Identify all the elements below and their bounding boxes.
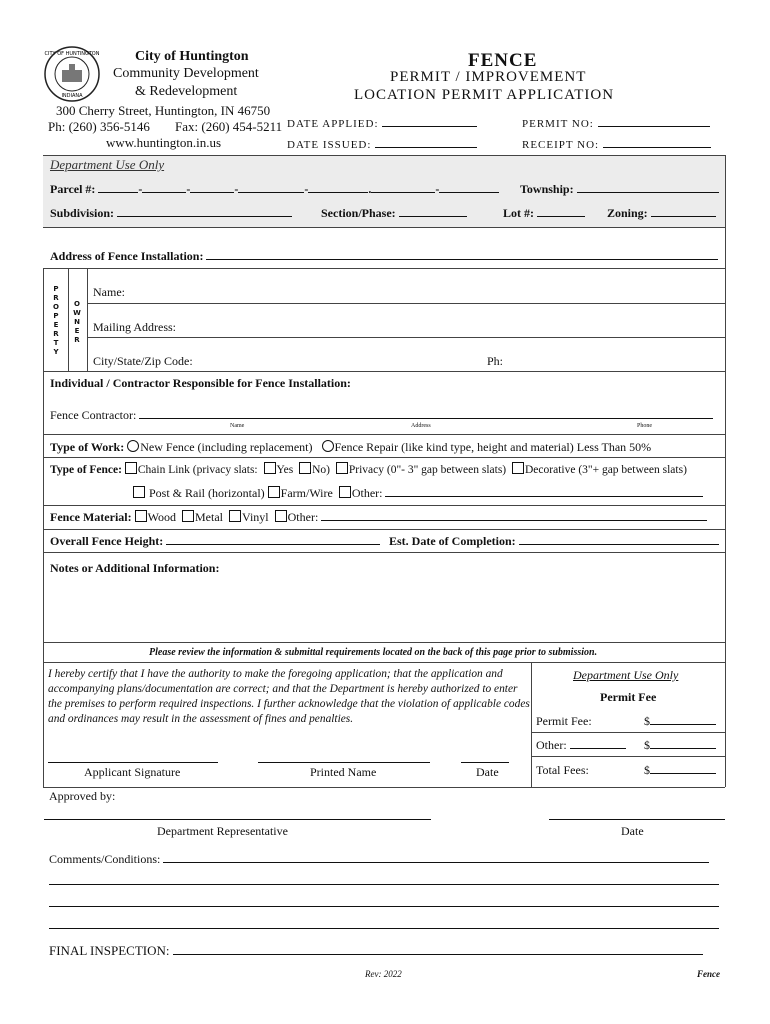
fees-dept-heading: Department Use Only bbox=[573, 668, 679, 682]
type-of-fence-label: Type of Fence: bbox=[50, 464, 122, 476]
org-fax: Fax: (260) 454-5211 bbox=[175, 119, 283, 134]
material-row: Fence Material: Wood Metal Vinyl Other: bbox=[50, 510, 707, 525]
org-address: 300 Cherry Street, Huntington, IN 46750 bbox=[56, 103, 271, 118]
org-phone: Ph: (260) 356-5146 bbox=[48, 119, 150, 134]
slats-no-checkbox[interactable] bbox=[299, 462, 311, 474]
contractor-field[interactable]: Fence Contractor: bbox=[50, 408, 713, 423]
footer-rev: Rev: 2022 bbox=[365, 969, 402, 979]
contractor-sub-phone: Phone bbox=[637, 423, 652, 429]
approved-by-label: Approved by: bbox=[49, 789, 116, 803]
seal-text-top: CITY OF HUNTINGTON bbox=[44, 51, 100, 57]
type-of-work-label: Type of Work: bbox=[50, 440, 125, 454]
fence-type-other-checkbox[interactable] bbox=[339, 486, 351, 498]
material-other-checkbox[interactable] bbox=[275, 510, 287, 522]
material-other-input[interactable] bbox=[321, 510, 707, 521]
lot-field[interactable]: Lot #: bbox=[503, 206, 585, 221]
date-issued-field[interactable]: DATE ISSUED: bbox=[287, 137, 477, 151]
total-fee-input[interactable]: $ bbox=[644, 763, 716, 778]
owner-mailing-field[interactable]: Mailing Address: bbox=[93, 320, 176, 334]
contractor-sub-name: Name bbox=[230, 423, 245, 429]
property-vertical-label: P R O P E R T Y bbox=[53, 285, 59, 356]
parcel-field[interactable]: Parcel #: - - - - . - bbox=[50, 182, 499, 197]
comments-line-4[interactable] bbox=[49, 928, 719, 929]
material-label: Fence Material: bbox=[50, 510, 132, 524]
privacy-checkbox[interactable] bbox=[336, 462, 348, 474]
owner-name-field[interactable]: Name: bbox=[93, 285, 125, 299]
date-applied-field[interactable]: DATE APPLIED: bbox=[287, 116, 477, 130]
section-phase-field[interactable]: Section/Phase: bbox=[321, 206, 467, 221]
farm-wire-checkbox[interactable] bbox=[268, 486, 280, 498]
new-fence-radio[interactable] bbox=[127, 440, 139, 452]
receipt-no-field[interactable]: RECEIPT NO: bbox=[522, 137, 711, 151]
comments-line-2[interactable] bbox=[49, 884, 719, 885]
form-subtitle2: LOCATION PERMIT APPLICATION bbox=[354, 87, 615, 103]
notes-area[interactable] bbox=[44, 576, 724, 642]
permit-fee-title: Permit Fee bbox=[600, 690, 657, 704]
owner-csz-field[interactable]: City/State/Zip Code: bbox=[93, 354, 193, 368]
dept-use-heading: Department Use Only bbox=[50, 157, 165, 172]
vinyl-checkbox[interactable] bbox=[229, 510, 241, 522]
chain-link-checkbox[interactable] bbox=[125, 462, 137, 474]
printed-name-line[interactable] bbox=[258, 762, 430, 763]
dept-rep-line[interactable] bbox=[44, 819, 431, 820]
certify-text: I hereby certify that I have the authority to make the foregoing application; that the application and accompanying plans/documentation are correct; and that the Department is hereby authorized to enter the premises to perform required inspections. I further acknowledge that the violation of applicable codes and ordinances may result in the assessment of fines and penalties. bbox=[48, 668, 530, 725]
city-seal bbox=[44, 46, 100, 102]
fence-repair-radio[interactable] bbox=[322, 440, 334, 452]
owner-vertical-label: O W N E R bbox=[73, 300, 81, 344]
height-field[interactable]: Overall Fence Height: bbox=[50, 534, 380, 549]
comments-field[interactable]: Comments/Conditions: bbox=[49, 852, 709, 867]
zoning-field[interactable]: Zoning: bbox=[607, 206, 716, 221]
total-fee-label: Total Fees: bbox=[536, 763, 589, 777]
township-field[interactable]: Township: bbox=[520, 182, 719, 197]
wood-checkbox[interactable] bbox=[135, 510, 147, 522]
dept-rep-label: Department Representative bbox=[157, 824, 288, 838]
review-note: Please review the information & submittal requirements located on the back of this page prior to submission. bbox=[149, 647, 598, 658]
approval-date-label: Date bbox=[621, 824, 644, 838]
applicant-signature-label: Applicant Signature bbox=[84, 765, 181, 779]
address-field[interactable]: Address of Fence Installation: bbox=[50, 249, 718, 264]
fence-type-other-input[interactable] bbox=[385, 486, 703, 497]
type-of-fence-row2: Post & Rail (horizontal) Farm/Wire Other: bbox=[133, 486, 703, 501]
dept-line1: Community Development bbox=[113, 66, 259, 81]
applicant-signature-line[interactable] bbox=[48, 762, 218, 763]
org-website[interactable]: www.huntington.in.us bbox=[106, 135, 222, 150]
subdivision-field[interactable]: Subdivision: bbox=[50, 206, 292, 221]
contractor-heading: Individual / Contractor Responsible for Fence Installation: bbox=[50, 376, 351, 390]
other-fee-input[interactable]: $ bbox=[644, 738, 716, 753]
printed-name-label: Printed Name bbox=[310, 765, 377, 779]
type-of-fence-row1: Type of Fence: Chain Link (privacy slats: Yes No) Privacy (0"- 3" gap between slats) Decorative (3"+ gap between slats) bbox=[50, 464, 687, 476]
completion-field[interactable]: Est. Date of Completion: bbox=[389, 534, 719, 549]
permit-fee-label: Permit Fee: bbox=[536, 714, 592, 728]
sign-date-line[interactable] bbox=[461, 762, 509, 763]
approval-date-line[interactable] bbox=[549, 819, 725, 820]
org-name: City of Huntington bbox=[135, 49, 249, 64]
contractor-sub-address: Address bbox=[411, 423, 431, 429]
permit-fee-input[interactable]: $ bbox=[644, 714, 716, 729]
owner-phone-field[interactable]: Ph: bbox=[487, 354, 504, 368]
other-fee-label[interactable]: Other: bbox=[536, 738, 626, 753]
metal-checkbox[interactable] bbox=[182, 510, 194, 522]
sign-date-label: Date bbox=[476, 765, 499, 779]
decorative-checkbox[interactable] bbox=[512, 462, 524, 474]
comments-line-3[interactable] bbox=[49, 906, 719, 907]
slats-yes-checkbox[interactable] bbox=[264, 462, 276, 474]
type-of-work-row: Type of Work: New Fence (including replacement) Fence Repair (like kind type, height and material) Less Than 50% bbox=[50, 440, 652, 454]
seal-text-bottom: INDIANA bbox=[61, 93, 83, 99]
form-title: FENCE bbox=[468, 50, 538, 71]
final-inspection-field[interactable]: FINAL INSPECTION: bbox=[49, 943, 703, 959]
dept-line2: & Redevelopment bbox=[135, 84, 238, 99]
permit-no-field[interactable]: PERMIT NO: bbox=[522, 116, 710, 130]
post-rail-checkbox[interactable] bbox=[133, 486, 145, 498]
footer-form-name: Fence bbox=[697, 969, 720, 979]
notes-label: Notes or Additional Information: bbox=[50, 561, 220, 575]
form-subtitle1: PERMIT / IMPROVEMENT bbox=[390, 69, 587, 85]
